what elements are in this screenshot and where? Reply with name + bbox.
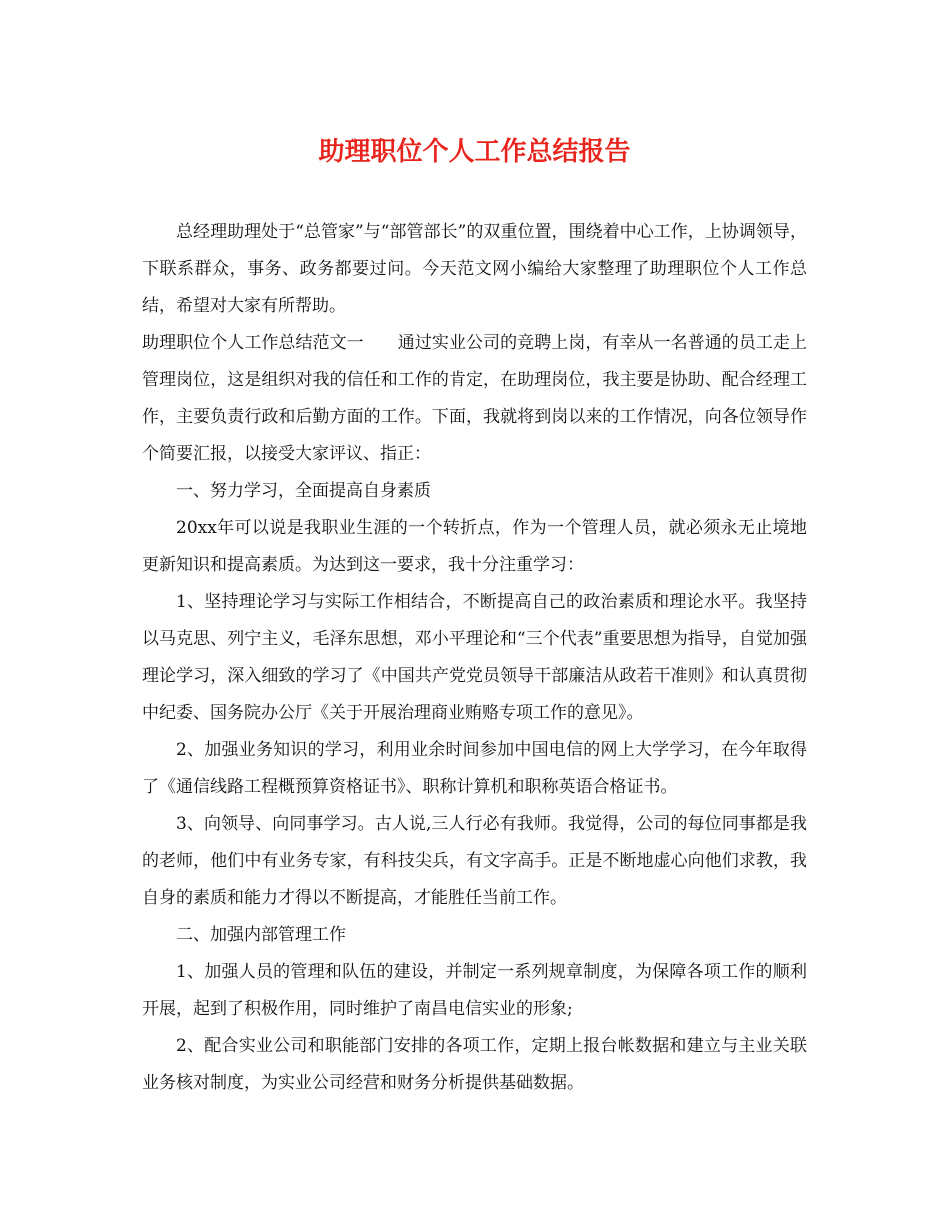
body-paragraph: 20xx年可以说是我职业生涯的一个转折点，作为一个管理人员，就必须永无止境地更新知识和提高素质。为达到这一要求，我十分注重学习： (142, 518, 807, 575)
body-paragraph: 2、加强业务知识的学习，利用业余时间参加中国电信的网上大学学习，在今年取得了《通信线路工程概预算资格证书》、职称计算机和职称英语合格证书。 (142, 740, 807, 797)
document-title: 助理职位个人工作总结报告 (318, 137, 631, 167)
section-heading-2: 二、加强内部管理工作 (176, 925, 346, 945)
body-paragraph: 1、坚持理论学习与实际工作相结合，不断提高自己的政治素质和理论水平。我坚持以马克思、列宁主义，毛泽东思想，邓小平理论和“三个代表”重要思想为指导，自觉加强理论学习，深入细致的学习了《中国共产党党员领导干部廉洁从政若干准则》和认真贯彻中纪委、国务院办公厅《关于开展治理商业贿赂专项工作的意见》。 (142, 592, 807, 723)
body-paragraph: 3、向领导、向同事学习。古人说,三人行必有我师。我觉得，公司的每位同事都是我的老师，他们中有业务专家，有科技尖兵，有文字高手。正是不断地虚心向他们求教，我自身的素质和能力才得以不断提高，才能胜任当前工作。 (142, 814, 807, 908)
section-heading-1: 一、努力学习，全面提高自身素质 (176, 481, 431, 501)
sample-intro-paragraph: 助理职位个人工作总结范文一 通过实业公司的竞聘上岗，有幸从一名普通的员工走上管理岗位，这是组织对我的信任和工作的肯定，在助理岗位，我主要是协助、配合经理工作，主要负责行政和后勤方面的工作。下面，我就将到岗以来的工作情况，向各位领导作个简要汇报，以接受大家评议、指正： (142, 333, 807, 464)
body-paragraph: 2、配合实业公司和职能部门安排的各项工作，定期上报台帐数据和建立与主业关联业务核对制度，为实业公司经营和财务分析提供基础数据。 (142, 1036, 807, 1093)
intro-paragraph: 总经理助理处于“总管家”与“部管部长”的双重位置，围绕着中心工作，上协调领导，下联系群众，事务、政务都要过问。今天范文网小编给大家整理了助理职位个人工作总结，希望对大家有所帮助。 (142, 222, 807, 316)
body-paragraph: 1、加强人员的管理和队伍的建设，并制定一系列规章制度，为保障各项工作的顺利开展，起到了积极作用，同时维护了南昌电信实业的形象; (142, 962, 807, 1019)
document-body (142, 214, 807, 1102)
